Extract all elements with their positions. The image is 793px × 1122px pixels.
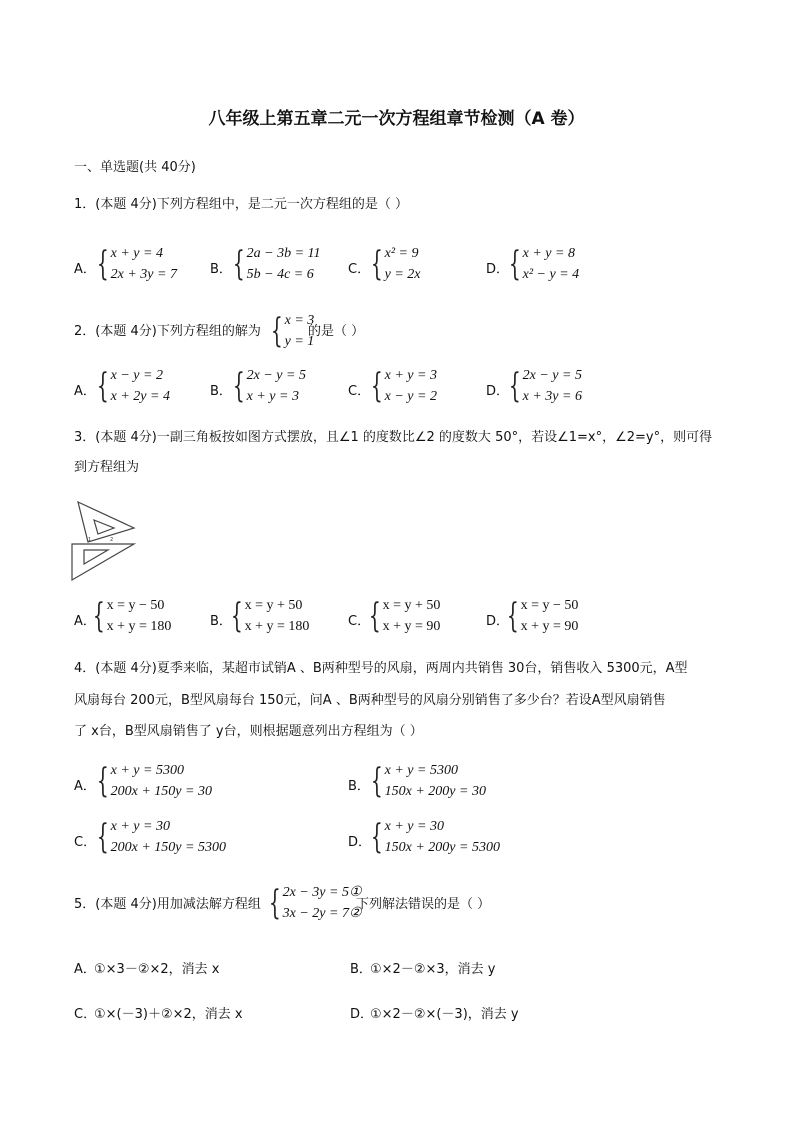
brace-icon: { xyxy=(232,366,245,406)
equation: y = 2x xyxy=(384,267,421,282)
option-label: D． xyxy=(350,1007,374,1022)
equation: x = y − 50 xyxy=(520,598,579,613)
equation: x + y = 180 xyxy=(106,619,172,634)
brace-icon: { xyxy=(508,366,521,406)
option-label: C． xyxy=(74,835,97,850)
brace-icon: { xyxy=(232,244,245,284)
brace-icon: { xyxy=(230,596,243,636)
option-c-system xyxy=(92,816,226,858)
equation: x² − y = 4 xyxy=(522,267,580,282)
equation: x + y = 3 xyxy=(246,389,299,404)
upper-set-square xyxy=(78,502,134,542)
brace-icon: { xyxy=(368,596,381,636)
brace-icon: { xyxy=(370,366,383,406)
triangle-rulers-figure xyxy=(70,500,140,582)
question-3-stem-line1: 3．(本题 4分)一副三角板按如图方式摆放，且∠1 的度数比∠2 的度数大 50°，若设∠1=x°，∠2=y°，则可得 xyxy=(74,430,713,445)
option-d-system xyxy=(504,243,579,285)
option-a-system xyxy=(88,595,171,637)
equation: 150x + 200y = 5300 xyxy=(384,840,500,855)
question-5-system xyxy=(264,882,362,924)
equation: x = y − 50 xyxy=(106,598,165,613)
stem-text: 的是（ ） xyxy=(308,324,365,339)
brace-icon: { xyxy=(96,761,109,801)
brace-icon: { xyxy=(96,817,109,857)
option-label: B． xyxy=(348,779,370,794)
brace-icon: { xyxy=(370,244,383,284)
equation: y = 1 xyxy=(284,334,315,349)
stem-text: 2．(本题 4分)下列方程组的解为 xyxy=(74,324,261,339)
option-label: A． xyxy=(74,779,96,794)
option-label: D． xyxy=(486,384,510,399)
option-d-system xyxy=(504,365,582,407)
option-label: B． xyxy=(350,962,372,977)
option-label: A． xyxy=(74,384,96,399)
option-d-system xyxy=(502,595,578,637)
equation: 3x − 2y = 7② xyxy=(282,906,362,921)
option-a-system xyxy=(92,365,170,407)
brace-icon: { xyxy=(370,761,383,801)
option-a-system xyxy=(92,760,212,802)
stem-text: 下列解法错误的是（ ） xyxy=(356,897,491,912)
option-c-system xyxy=(366,243,421,285)
equation: x − y = 2 xyxy=(110,368,163,383)
option-label: B． xyxy=(210,384,232,399)
option-label: B． xyxy=(210,262,232,277)
section-heading: 一、单选题(共 40分) xyxy=(74,160,196,175)
option-label: C． xyxy=(348,384,371,399)
question-1-stem: 1．(本题 4分)下列方程组中，是二元一次方程组的是（ ） xyxy=(74,197,408,212)
equation: x + y = 3 xyxy=(384,368,437,383)
option-b-text: ①×2－②×3，消去 y xyxy=(370,962,496,977)
option-d-system xyxy=(366,816,500,858)
equation: x = y + 50 xyxy=(382,598,441,613)
equation: 2x − 3y = 5① xyxy=(282,885,362,900)
equation: 2x − y = 5 xyxy=(522,368,582,383)
equation: x + y = 4 xyxy=(110,246,163,261)
page-title: 八年级上第五章二元一次方程组章节检测（A 卷） xyxy=(208,109,585,129)
equation: x + y = 90 xyxy=(382,619,441,634)
question-4-stem-line1: 4．(本题 4分)夏季来临，某超市试销A 、B两种型号的风扇，两周内共销售 30台，销售收入 5300元，A型 xyxy=(74,661,688,676)
option-c-text: ①×(－3)＋②×2，消去 x xyxy=(94,1007,243,1022)
equation: 2x − y = 5 xyxy=(246,368,306,383)
equation: x + y = 90 xyxy=(520,619,579,634)
equation: 200x + 150y = 5300 xyxy=(110,840,226,855)
equation: x + 2y = 4 xyxy=(110,389,170,404)
brace-icon: { xyxy=(96,366,109,406)
option-b-system xyxy=(228,365,306,407)
brace-icon: { xyxy=(370,817,383,857)
equation: x + y = 8 xyxy=(522,246,575,261)
brace-icon: { xyxy=(506,596,519,636)
option-label: D． xyxy=(348,835,372,850)
option-label: A． xyxy=(74,614,96,629)
brace-icon: { xyxy=(270,311,283,351)
equation: 5b − 4c = 6 xyxy=(246,267,314,282)
option-a-text: ①×3－②×2，消去 x xyxy=(94,962,220,977)
option-label: B． xyxy=(210,614,232,629)
stem-text: 5．(本题 4分)用加减法解方程组 xyxy=(74,897,261,912)
equation: 2a − 3b = 11 xyxy=(246,246,321,261)
equation: x + y = 30 xyxy=(384,819,444,834)
brace-icon: { xyxy=(268,883,281,923)
option-c-system xyxy=(364,595,440,637)
question-4-stem-line2: 风扇每台 200元，B型风扇每台 150元，问A 、B两种型号的风扇分别销售了多少台？若设A型风扇销售 xyxy=(74,693,666,708)
equation: 2x + 3y = 7 xyxy=(110,267,177,282)
brace-icon: { xyxy=(508,244,521,284)
option-b-system xyxy=(366,760,486,802)
question-4-stem-line3: 了 x台，B型风扇销售了 y台，则根据题意列出方程组为（ ） xyxy=(74,724,423,739)
brace-icon: { xyxy=(92,596,105,636)
svg-text:1: 1 xyxy=(88,537,92,543)
option-b-system xyxy=(226,595,309,637)
equation: x = 3 xyxy=(284,313,315,328)
equation: x + y = 30 xyxy=(110,819,170,834)
option-label: C． xyxy=(348,614,371,629)
equation: x − y = 2 xyxy=(384,389,437,404)
equation: x = y + 50 xyxy=(244,598,303,613)
equation: x + y = 5300 xyxy=(110,763,184,778)
option-a-system xyxy=(92,243,177,285)
option-label: C． xyxy=(348,262,371,277)
option-label: A． xyxy=(74,962,96,977)
equation: 200x + 150y = 30 xyxy=(110,784,212,799)
question-3-stem-line2: 到方程组为 xyxy=(74,460,140,475)
equation: x + 3y = 6 xyxy=(522,389,582,404)
equation: x + y = 5300 xyxy=(384,763,458,778)
option-c-system xyxy=(366,365,437,407)
equation: x + y = 180 xyxy=(244,619,310,634)
equation: 150x + 200y = 30 xyxy=(384,784,486,799)
option-label: D． xyxy=(486,262,510,277)
equation: x² = 9 xyxy=(384,246,419,261)
option-d-text: ①×2－②×(－3)，消去 y xyxy=(370,1007,519,1022)
option-label: D． xyxy=(486,614,510,629)
svg-text:2: 2 xyxy=(110,537,114,543)
option-label: C． xyxy=(74,1007,97,1022)
option-b-system xyxy=(228,243,321,285)
brace-icon: { xyxy=(96,244,109,284)
option-label: A． xyxy=(74,262,96,277)
